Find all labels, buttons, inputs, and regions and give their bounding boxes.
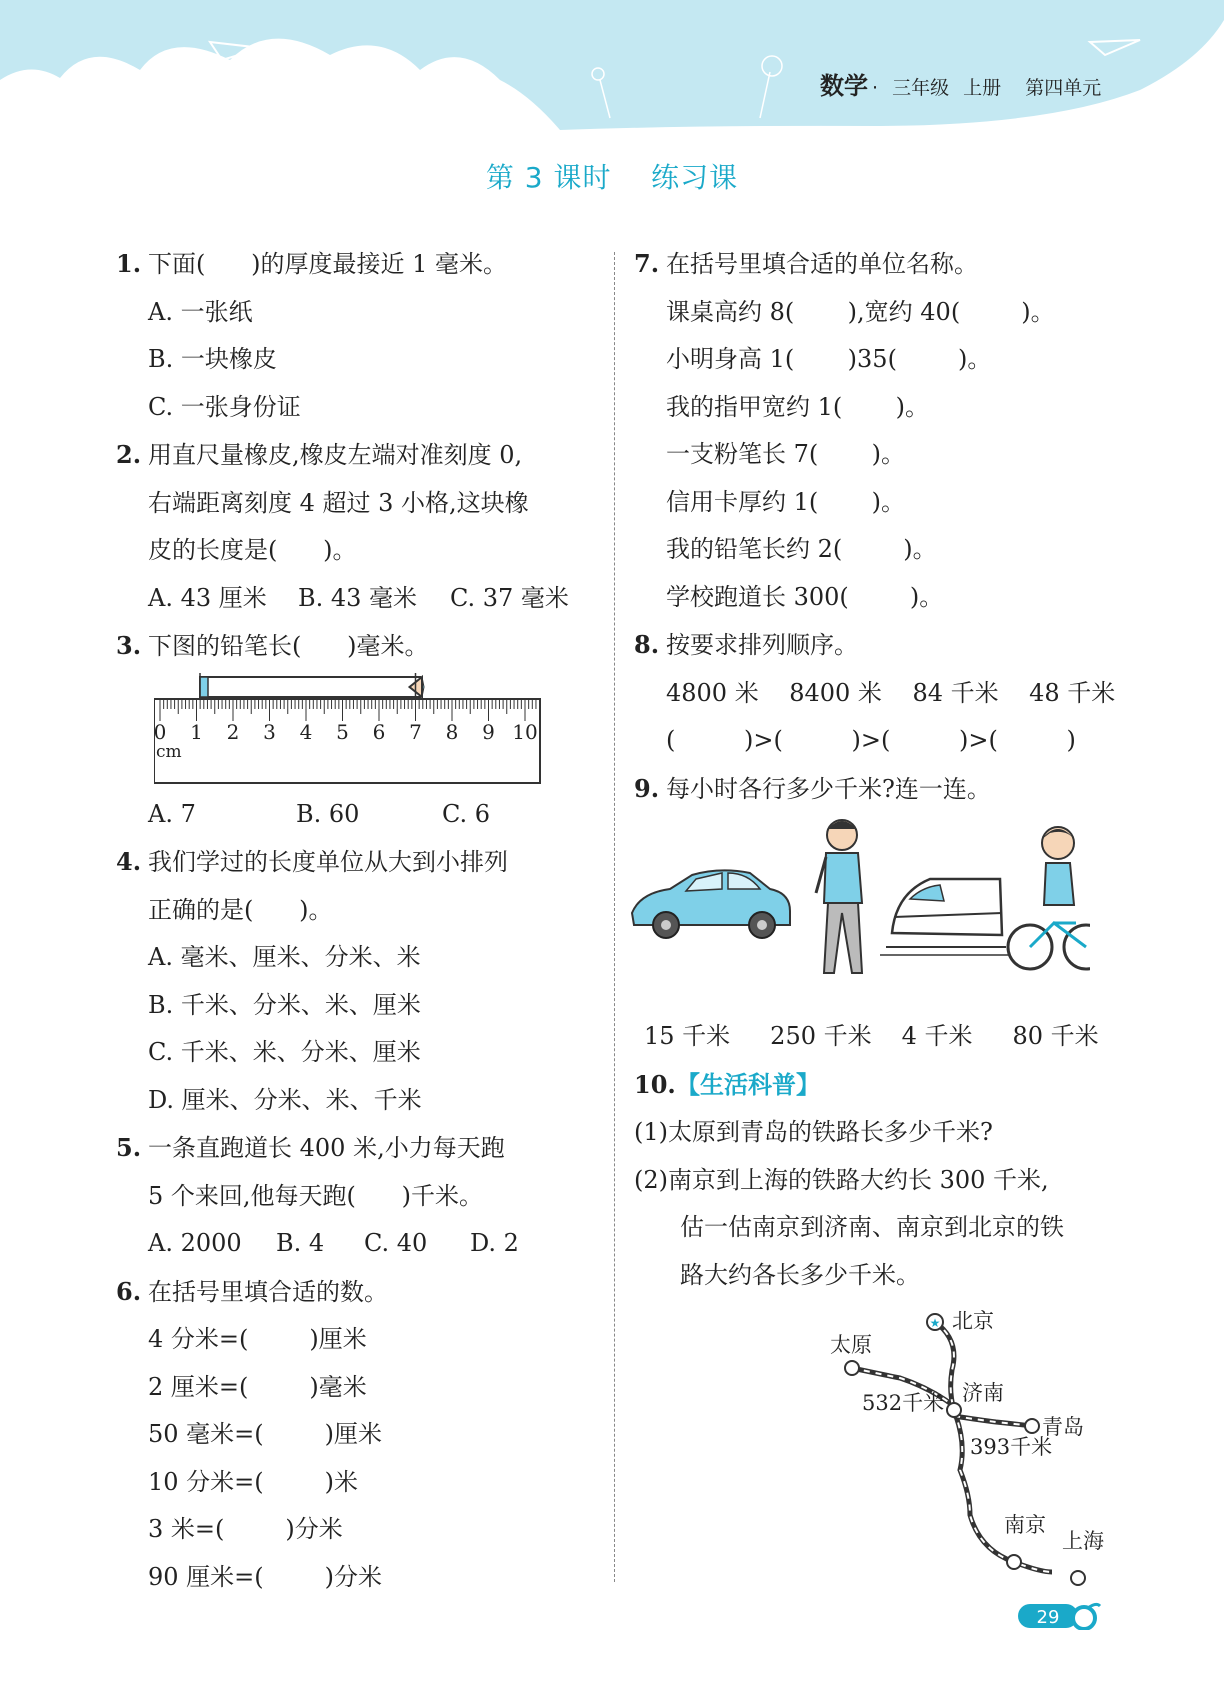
q2-options: [116, 575, 616, 623]
city-label-taiyuan: 太原: [830, 1333, 872, 1357]
svg-text:★: ★: [929, 1316, 941, 1330]
speed-option[interactable]: 80 千米: [1012, 1022, 1099, 1050]
q8-values: 4800 米 8400 米 84 千米 48 千米: [666, 678, 1116, 707]
q10-part-2-line-3: 路大约各长多少千米。: [680, 1260, 920, 1289]
pencil-body: [200, 677, 420, 697]
ruler-label: 5: [336, 719, 349, 744]
speed-options: [634, 1013, 1134, 1061]
grade-label: 三年级: [892, 77, 950, 99]
train-icon[interactable]: [880, 879, 1010, 955]
subject-label: 数学: [820, 72, 868, 100]
railway-map: [820, 1300, 1120, 1590]
page-number-svg: [1018, 1602, 1102, 1630]
shanghai-marker: [1071, 1571, 1085, 1585]
q7-item[interactable]: 学校跑道长 300( )。: [666, 582, 944, 611]
question-9: 9. 每小时各行多少千米?连一连。: [634, 773, 991, 803]
q6-item[interactable]: 3 米=( )分米: [148, 1515, 343, 1543]
ruler-label: 4: [299, 719, 313, 744]
taiyuan-marker: [845, 1361, 859, 1375]
q2-option-b[interactable]: B. 43 毫米: [298, 583, 418, 612]
q7-item[interactable]: 我的指甲宽约 1( )。: [666, 392, 930, 421]
ruler-label: 6: [372, 719, 386, 744]
q2-line-2: 右端距离刻度 4 超过 3 小格,这块橡: [148, 488, 529, 517]
ruler-label: 2: [226, 719, 240, 744]
q5-option-a[interactable]: A. 2000: [148, 1229, 242, 1257]
page-header: [0, 0, 1224, 130]
jinan-marker: [947, 1403, 961, 1417]
ruler-label: 7: [409, 719, 422, 744]
ruler-unit-label: cm: [156, 741, 182, 762]
page-number-badge: [1018, 1602, 1102, 1630]
q10-part-2-line-2: 估一估南京到济南、南京到北京的铁: [680, 1213, 1064, 1241]
question-5: 5. 一条直跑道长 400 米,小力每天跑: [116, 1133, 505, 1162]
q10-part-1: (1)太原到青岛的铁路长多少千米?: [634, 1118, 993, 1146]
q3-options: [116, 791, 616, 839]
beijing-marker: [927, 1314, 943, 1330]
city-label-qingdao: 青岛: [1042, 1415, 1084, 1439]
page-number: 29: [1036, 1607, 1060, 1628]
q7-item[interactable]: 课桌高约 8( ),宽约 40( )。: [666, 297, 1055, 326]
q7-item[interactable]: 一支粉笔长 7( )。: [666, 440, 906, 468]
vehicle-pictures: [630, 813, 1134, 1013]
q5-option-b[interactable]: B. 4: [276, 1229, 325, 1257]
city-label-beijing: 北京: [952, 1309, 994, 1333]
q2-line-3: 皮的长度是( )。: [148, 536, 357, 564]
q6-item[interactable]: 4 分米=( )厘米: [148, 1325, 367, 1353]
q4-option-b[interactable]: B. 千米、分米、米、厘米: [148, 990, 421, 1019]
unit-label: 第四单元: [1025, 77, 1102, 99]
vehicles-svg: [630, 813, 1090, 1013]
q1-option-a[interactable]: A. 一张纸: [148, 297, 253, 326]
q2-option-c[interactable]: C. 37 毫米: [450, 583, 569, 612]
q3-option-a[interactable]: A. 7: [148, 799, 196, 828]
ruler-label: 3: [263, 719, 276, 744]
q5-option-d[interactable]: D. 2: [470, 1229, 519, 1257]
question-2: 2. 用直尺量橡皮,橡皮左端对准刻度 0,: [116, 440, 523, 469]
speed-option[interactable]: 15 千米: [644, 1022, 731, 1050]
q5-option-c[interactable]: C. 40: [364, 1229, 428, 1257]
q6-item[interactable]: 90 厘米=( )分米: [148, 1562, 383, 1591]
car-icon[interactable]: [632, 870, 790, 938]
q4-line-2: 正确的是( )。: [148, 895, 333, 924]
nanjing-marker: [1007, 1555, 1021, 1569]
separator: ·: [872, 77, 879, 99]
pencil-eraser: [200, 677, 208, 697]
qingdao-marker: [1025, 1419, 1039, 1433]
ruler-label: 10: [512, 719, 538, 744]
breadcrumb: [820, 66, 1101, 101]
q1-option-b[interactable]: B. 一块橡皮: [148, 345, 277, 373]
question-4: 4. 我们学过的长度单位从大到小排列: [116, 847, 508, 876]
q10-part-2: (2)南京到上海的铁路大约长 300 千米,: [634, 1165, 1049, 1194]
ruler-label: 9: [482, 719, 495, 744]
q6-item[interactable]: 10 分米=( )米: [148, 1467, 359, 1496]
question-3: 3. 下图的铅笔长( )毫米。: [116, 631, 429, 660]
question-8: 8. 按要求排列顺序。: [634, 630, 858, 659]
q6-item[interactable]: 2 厘米=( )毫米: [148, 1372, 367, 1401]
q7-item[interactable]: 信用卡厚约 1( )。: [666, 487, 906, 516]
q8-order-blanks[interactable]: ( )>( )>( )>( ): [666, 726, 1076, 754]
walking-man-icon[interactable]: [816, 820, 862, 973]
right-column: [634, 240, 1134, 1299]
category-tag: 【生活科普】: [676, 1070, 820, 1099]
distance-label-393: 393千米: [970, 1435, 1053, 1459]
q7-item[interactable]: 我的铅笔长约 2( )。: [666, 535, 937, 563]
speed-option[interactable]: 250 千米: [770, 1022, 872, 1050]
q4-option-a[interactable]: A. 毫米、厘米、分米、米: [148, 943, 421, 971]
q1-option-c[interactable]: C. 一张身份证: [148, 392, 301, 421]
speed-option[interactable]: 4 千米: [901, 1022, 973, 1050]
bicycle-girl-icon[interactable]: [1008, 827, 1090, 969]
question-6: 6. 在括号里填合适的数。: [116, 1276, 388, 1306]
ruler-label: 8: [445, 719, 459, 744]
q4-option-d[interactable]: D. 厘米、分米、米、千米: [148, 1085, 422, 1114]
volume-label: 上册: [963, 77, 1002, 99]
question-10: 10.【生活科普】: [634, 1069, 820, 1099]
city-label-jinan: 济南: [962, 1381, 1004, 1405]
header-banner: [0, 0, 1224, 130]
ruler-svg: [154, 669, 574, 789]
q2-option-a[interactable]: A. 43 厘米: [148, 583, 267, 612]
city-label-nanjing: 南京: [1004, 1513, 1046, 1537]
q7-item[interactable]: 小明身高 1( )35( )。: [666, 345, 992, 373]
q4-option-c[interactable]: C. 千米、米、分米、厘米: [148, 1038, 421, 1066]
page-title: 第 3 课时 练习课: [485, 161, 739, 194]
q3-option-c[interactable]: C. 6: [442, 799, 491, 828]
ruler-label: 0: [154, 719, 167, 744]
question-7: 7. 在括号里填合适的单位名称。: [634, 249, 978, 278]
q6-item[interactable]: 50 毫米=( )厘米: [148, 1420, 383, 1448]
city-label-shanghai: 上海: [1062, 1529, 1104, 1553]
distance-label-532: 532千米: [862, 1391, 945, 1415]
q5-line-2: 5 个来回,他每天跑( )千米。: [148, 1181, 484, 1210]
q3-option-b[interactable]: B. 60: [296, 799, 360, 828]
ruler-label: 1: [190, 719, 203, 744]
question-1: 1. 下面( )的厚度最接近 1 毫米。: [116, 249, 508, 278]
ruler-figure: [116, 671, 616, 791]
q5-options: [116, 1220, 616, 1268]
railway-map-svg: [820, 1300, 1120, 1590]
left-column: [116, 240, 616, 1601]
